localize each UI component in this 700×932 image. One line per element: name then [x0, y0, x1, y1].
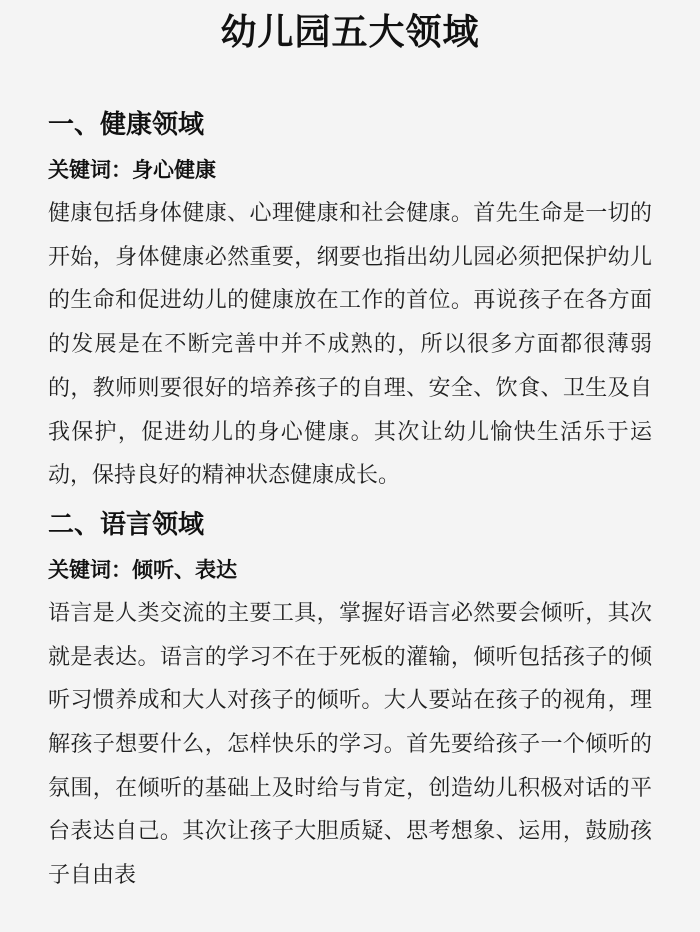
section-health — [48, 102, 652, 498]
section-language — [48, 502, 652, 898]
section-heading-health: 一、健康领域 — [48, 110, 205, 140]
keyword-line-language: 关键词：倾听、表达 — [48, 557, 237, 582]
section-body-health: 健康包括身体健康、心理健康和社会健康。首先生命是一切的开始，身体健康必然重要，纲要也指出幼儿园必须把保护幼儿的生命和促进幼儿的健康放在工作的首位。再说孩子在各方面的发展是在不断完善中并不成熟的，所以很多方面都很薄弱的，教师则要很好的培养孩子的自理、安全、饮食、卫生及自我保护，促进幼儿的身心健康。其次让幼儿愉快生活乐于运动，保持良好的精神状态健康成长。 — [48, 201, 652, 489]
keyword-line-health: 关键词：身心健康 — [48, 158, 216, 182]
document-title: 幼儿园五大领域 — [220, 12, 480, 53]
section-body-language: 语言是人类交流的主要工具，掌握好语言必然要会倾听，其次就是表达。语言的学习不在于死板的灌输，倾听包括孩子的倾听习惯养成和大人对孩子的倾听。大人要站在孩子的视角，理解孩子想要什么，怎样快乐的学习。首先要给孩子一个倾听的氛围，在倾听的基础上及时给与肯定，创造幼儿积极对话的平台表达自己。其次让孩子大胆质疑、思考想象、运用，鼓励孩子自由表 — [48, 600, 652, 889]
section-heading-language: 二、语言领域 — [48, 509, 205, 540]
